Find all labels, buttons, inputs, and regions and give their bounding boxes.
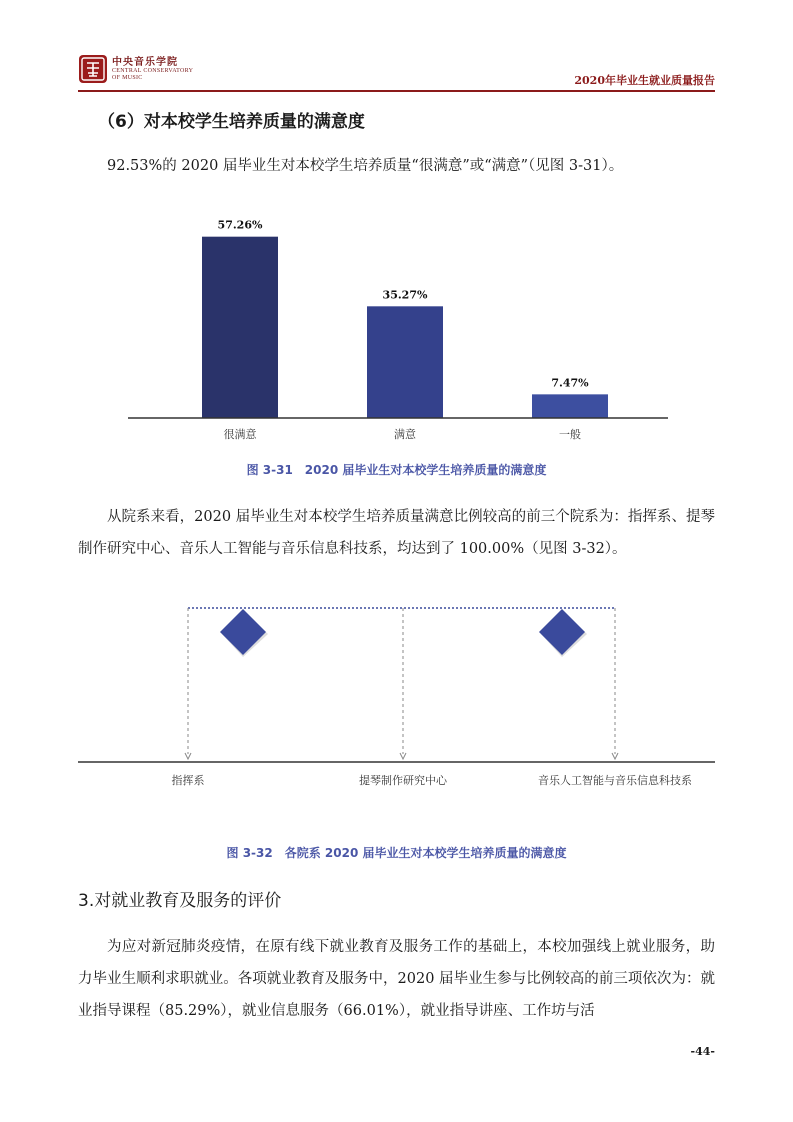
bar-0 <box>202 237 278 418</box>
satisfaction-bar-chart <box>128 210 668 450</box>
conservatory-logo-icon <box>78 54 108 84</box>
paragraph-department-satisfaction: 从院系来看，2020 届毕业生对本校学生培养质量满意比例较高的前三个院系为：指挥系、提琴制作研究中心、音乐人工智能与音乐信息科技系，均达到了 100.00%（见图 3-32）。 <box>78 509 715 557</box>
category-label: 一般 <box>559 428 581 441</box>
logo-text-en-line1: CENTRAL CONSERVATORY <box>112 68 194 74</box>
logo-text-en-line2: OF MUSIC <box>112 75 143 81</box>
diamond-marker <box>220 609 266 655</box>
logo-text-en <box>112 68 193 82</box>
department-label: 指挥系 <box>171 774 205 787</box>
bar-1 <box>367 306 443 418</box>
category-label: 很满意 <box>223 428 257 441</box>
section-title: （6）对本校学生培养质量的满意度 <box>98 112 365 132</box>
department-label: 提琴制作研究中心 <box>359 774 447 787</box>
paragraph-overall-satisfaction: 92.53%的 2020 届毕业生对本校学生培养质量“很满意”或“满意”（见图 3-31）。 <box>107 158 624 174</box>
figure-caption-3-32: 图 3-32 各院系 2020 届毕业生对本校学生培养质量的满意度 <box>226 846 567 860</box>
bar-value-label: 35.27% <box>382 288 428 302</box>
department-label: 音乐人工智能与音乐信息科技系 <box>538 774 692 787</box>
paragraph-employment-services: 为应对新冠肺炎疫情，在原有线下就业教育及服务工作的基础上，本校加强线上就业服务，助力毕业生顺利求职就业。各项就业教育及服务中，2020 届毕业生参与比例较高的前三项依次为：就业指导课程（85.29%），就业信息服务（66.01%），就业指导讲座、工作坊与活 <box>78 939 715 1019</box>
logo-text-cn: 中央音乐学院 <box>112 57 178 68</box>
page-number: -44- <box>690 1045 715 1058</box>
section3-title: 3.对就业教育及服务的评价 <box>78 891 282 911</box>
bar-value-label: 57.26% <box>217 218 263 232</box>
report-title: 2020年毕业生就业质量报告 <box>574 74 715 87</box>
bar-2 <box>532 394 608 418</box>
department-satisfaction-chart <box>78 590 715 800</box>
diamond-marker <box>539 609 585 655</box>
header-divider <box>78 90 715 92</box>
figure-caption-3-31: 图 3-31 2020 届毕业生对本校学生培养质量的满意度 <box>246 463 547 477</box>
category-label: 满意 <box>394 428 416 441</box>
bar-value-label: 7.47% <box>551 376 589 390</box>
